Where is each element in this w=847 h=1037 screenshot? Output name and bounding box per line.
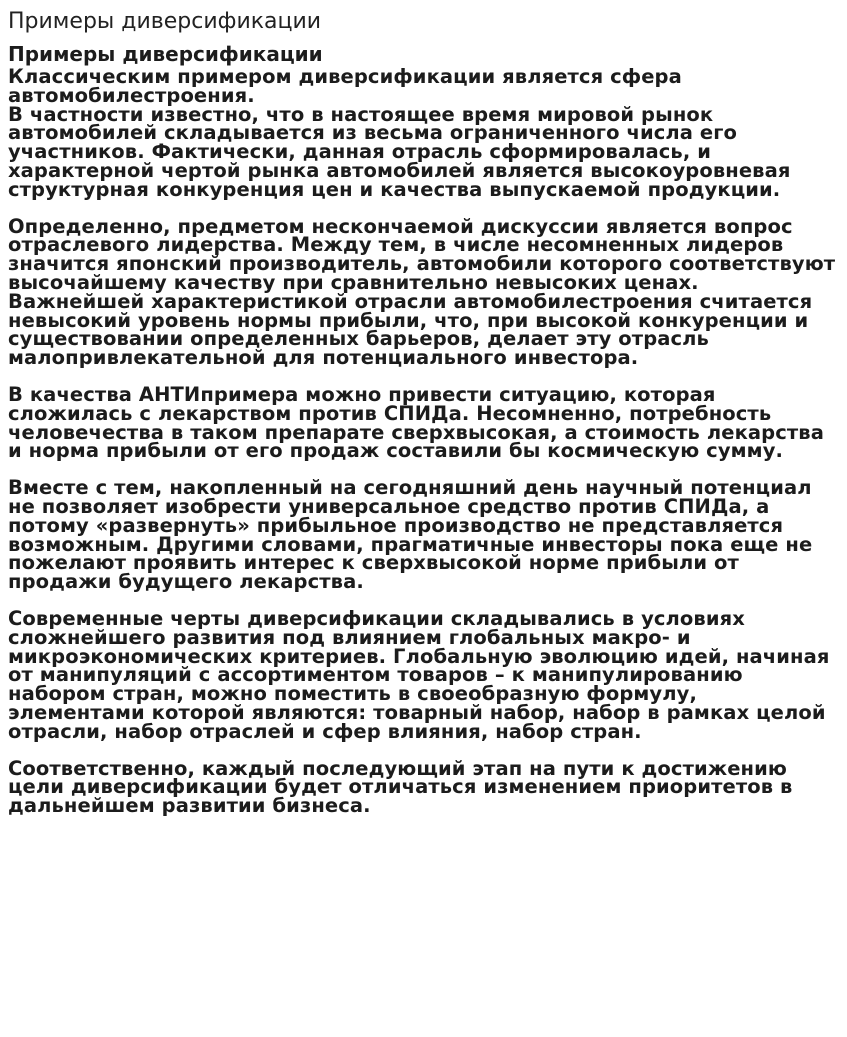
paragraph-counterexample: В качества АНТИпримера можно привести ситуацию, которая сложилась с лекарством против СПИДа. Несомненно, потребность человечества в таком препарате сверхвысокая, а стоимость лекарства и норма прибыли от его продаж составили бы космическую сумму. — [8, 382, 824, 463]
paragraph-leadership: Определенно, предметом нескончаемой дискуссии является вопрос отраслевого лидерства. Между тем, в числе несомненных лидеров значится японский производитель, автомобили которого соответствуют высочайшему качеству при сравнительно невысоких ценах. Важнейшей характеристикой отрасли автомобилестроения считается невысокий уровень нормы прибыли, что, при высокой конкуренции и существовании определенных барьеров, делает эту отрасль малопривлекательной для потенциального инвестора. — [8, 214, 836, 370]
article-heading: Примеры диверсификации — [8, 42, 323, 66]
page-title: Примеры диверсификации — [8, 9, 322, 34]
paragraph-modern-features: Современные черты диверсификации складывались в условиях сложнейшего развития под влиянием глобальных макро- и микроэкономических критериев. Глобальную эволюцию идей, начиная от манипуляций с ассортиментом товаров – к манипулированию набором стран, можно поместить в своеобразную формулу, элементами которой являются: товарный набор, набор в рамках целой отрасли, набор отраслей и сфер влияния, набор стран. — [8, 606, 830, 743]
paragraph-intro: Классическим примером диверсификации является сфера автомобилестроения. — [8, 65, 682, 107]
paragraph-market: В частности известно, что в настоящее время мировой рынок автомобилей складывается из весьма ограниченного числа его участников. Фактически, данная отрасль сформировалась, и характерной чертой рынка автомобилей является высокоуровневая структурная конкуренция цен и качества выпускаемой продукции. — [8, 102, 791, 201]
paragraph-conclusion: Соответственно, каждый последующий этап на пути к достижению цели диверсификации будет отличаться изменением приоритетов в дальнейшем развитии бизнеса. — [8, 756, 793, 818]
paragraph-science-potential: Вместе с тем, накопленный на сегодняшний день научный потенциал не позволяет изобрести универсальное средство против СПИДа, а потому «развернуть» прибыльное производство не представляется возможным. Другими словами, прагматичные инвесторы пока еще не пожелают проявить интерес к сверхвысокой норме прибыли от продажи будущего лекарства. — [8, 476, 813, 594]
